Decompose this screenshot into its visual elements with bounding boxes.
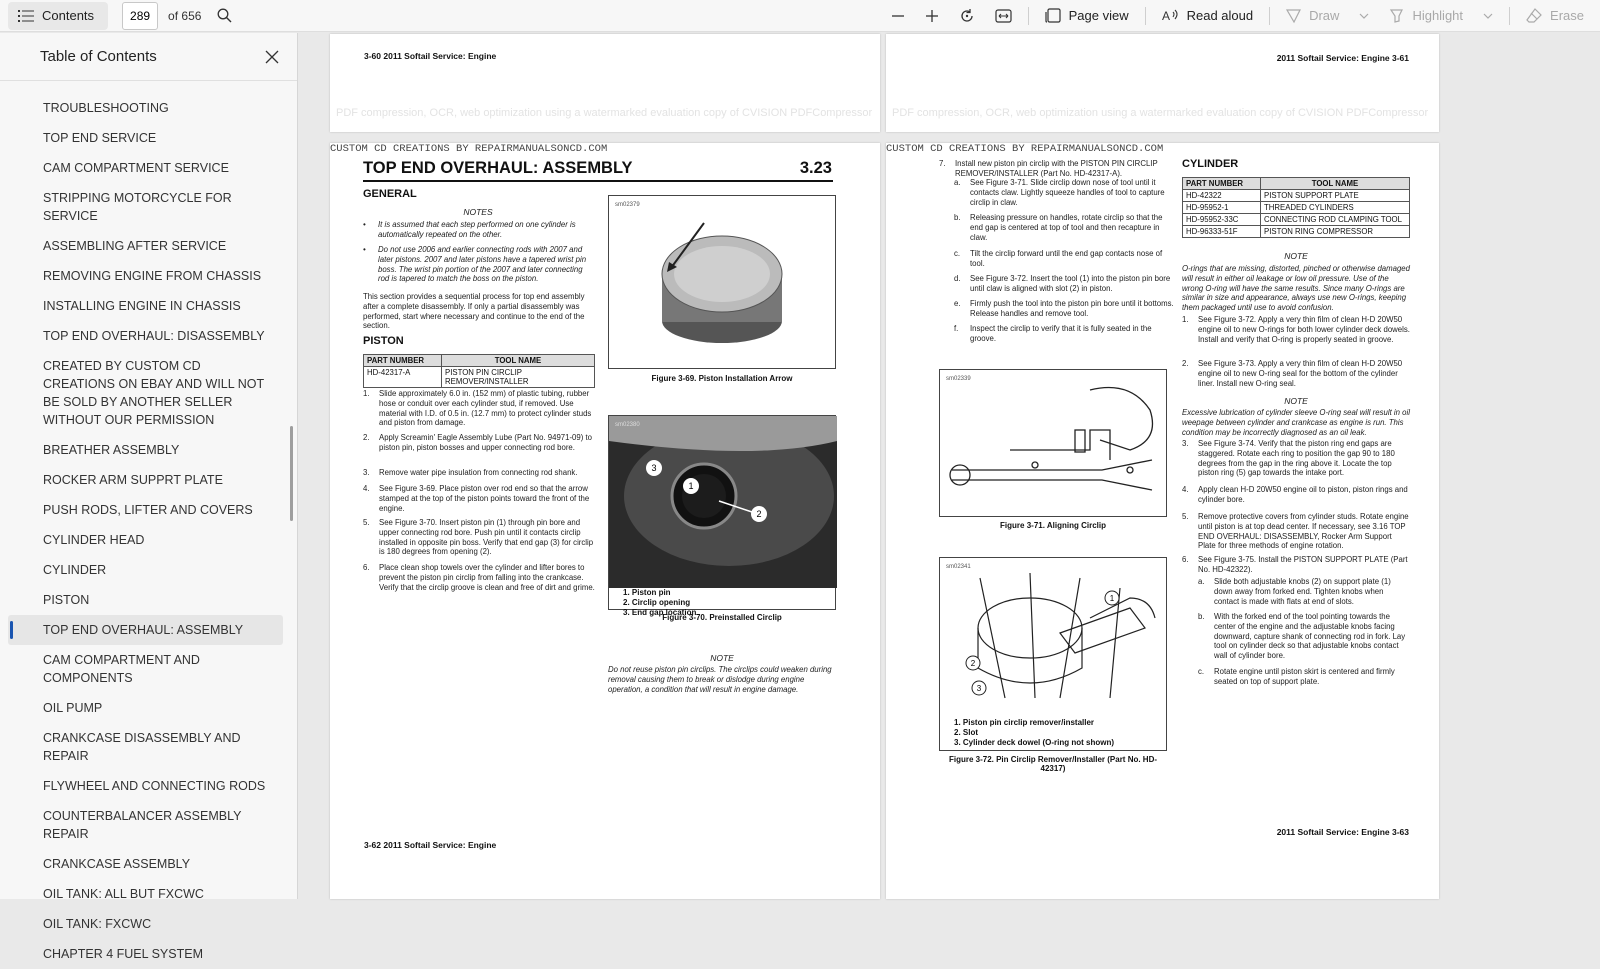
legend-item: 3. End gap location	[623, 608, 697, 617]
search-button[interactable]	[207, 1, 242, 31]
note-label: NOTE	[710, 653, 734, 663]
step-item	[1182, 485, 1410, 505]
step-number: 2.	[1182, 359, 1189, 368]
step-item	[363, 433, 595, 453]
step-7: 7. Install new piston pin circlip with the PISTON PIN CIRCLIP REMOVER/INSTALLER (Part No. HD-42317-A).	[939, 159, 1175, 179]
step-number: 1.	[1182, 315, 1189, 324]
step-text: See Figure 3-72. Apply a very thin film of clean H-D 20W50 engine oil to new O-rings for both lower cylinder deck dowels. Install and verify that O-ring is properly seated in groove.	[1198, 315, 1410, 344]
step-text: See Figure 3-71. Slide circlip down nose of tool until it contacts claw. Lightly squeeze handles of tool to capture circlip in claw.	[970, 178, 1165, 207]
toc-item[interactable]: ASSEMBLING AFTER SERVICE	[43, 239, 227, 253]
general-heading: GENERAL	[363, 188, 417, 200]
watermark-text: PDF compression, OCR, web optimization using a watermarked evaluation copy of CVISION PDFCompressor	[892, 107, 1429, 119]
step-text: Slide both adjustable knobs (2) on support plate (1) down away from forked end. Tighten knobs when contact is made with flats at end of slots.	[1214, 577, 1391, 606]
toc-item[interactable]: STRIPPING MOTORCYCLE FOR SERVICE	[43, 191, 232, 223]
page-view-label: Page view	[1068, 8, 1129, 23]
contents-label: Contents	[42, 8, 95, 23]
step-item	[363, 484, 595, 513]
toc-item[interactable]: CRANKCASE ASSEMBLY	[43, 857, 191, 871]
step-number: 4.	[1182, 485, 1189, 494]
tool-name: CONNECTING ROD CLAMPING TOOL	[1261, 214, 1410, 226]
step-item	[363, 563, 595, 592]
th-tool-name: TOOL NAME	[442, 355, 595, 367]
draw-label: Draw	[1309, 8, 1340, 23]
intro-paragraph: This section provides a sequential process for top end assembly after a complete disassembly. If only a partial disassembly was performed, start where necessary and continue to the end of the section.	[363, 292, 585, 331]
step-number: 5.	[363, 518, 370, 527]
step-item	[954, 299, 1176, 319]
toc-item[interactable]: CREATED BY CUSTOM CD CREATIONS ON EBAY AND WILL NOT BE SOLD BY ANOTHER SELLER WITHOUT OUR PERMISSION	[43, 359, 264, 427]
toc-item[interactable]: OIL TANK: FXCWC	[43, 917, 152, 931]
page-3-60	[330, 34, 880, 132]
svg-text:3: 3	[976, 684, 982, 693]
step-number: 2.	[363, 433, 370, 442]
svg-text:1: 1	[688, 481, 694, 491]
tool-row	[1183, 214, 1410, 226]
figure-3-72-caption: Figure 3-72. Pin Circlip Remover/Installer (Part No. HD-42317)	[948, 755, 1158, 773]
step-text: Firmly push the tool into the piston pin bore until it bottoms. Release handles and remove tool.	[970, 299, 1174, 318]
figure-id: sm02379	[615, 202, 640, 208]
step-number: a.	[1198, 577, 1205, 586]
note-text: Do not use 2006 and earlier connecting rods with 2007 and later pistons. 2007 and later pistons have a tapered wrist pin boss. The wrist pin portion of the 2007 and later connecting rod is tapered to match the boss on the piston.	[378, 245, 587, 284]
tool-row	[1183, 226, 1410, 238]
note-text: It is assumed that each step performed on one cylinder is automatically repeated on the other.	[378, 220, 576, 239]
svg-text:2: 2	[970, 659, 976, 668]
highlight-button[interactable]	[1379, 1, 1473, 31]
step-text: Place clean shop towels over the cylinder and lifter bores to prevent the piston pin circlip from falling into the crankcase. Verify that the circlip groove is clean and free of dirt and grime.	[379, 563, 595, 592]
step-number: e.	[954, 299, 961, 308]
toc-item[interactable]: CAM COMPARTMENT SERVICE	[43, 161, 229, 175]
toc-item[interactable]: TOP END OVERHAUL: ASSEMBLY	[8, 615, 283, 645]
notes-label: NOTES	[463, 207, 493, 217]
reader-toolbar	[0, 0, 1600, 32]
tool-part: HD-95952-33C	[1183, 214, 1261, 226]
toc-item[interactable]: FLYWHEEL AND CONNECTING RODS	[43, 779, 266, 793]
note-label: NOTE	[1284, 396, 1308, 406]
eraser-icon	[1526, 8, 1542, 23]
read-aloud-label: Read aloud	[1186, 8, 1254, 23]
step-number: a.	[954, 178, 961, 187]
tool-name: PISTON SUPPORT PLATE	[1261, 190, 1410, 202]
step-number: f.	[954, 324, 959, 333]
svg-text:2: 2	[756, 509, 762, 519]
svg-text:1: 1	[1109, 594, 1115, 603]
close-icon[interactable]	[265, 50, 279, 64]
minus-icon	[891, 9, 905, 23]
th-tool-name: TOOL NAME	[1261, 178, 1410, 190]
toolbar-divider	[1028, 7, 1029, 25]
step-item	[363, 389, 595, 428]
step-number: c.	[954, 249, 961, 258]
figure-3-69-caption: Figure 3-69. Piston Installation Arrow	[651, 374, 793, 383]
rotate-icon	[959, 8, 975, 24]
figure-3-70	[608, 415, 836, 617]
page-number-input[interactable]	[122, 2, 158, 30]
lubrication-note: Excessive lubrication of cylinder sleeve O-ring seal will result in oil weepage between cylinder and crankcase as engine is run. This condition may be incorrectly diagnosed as an oil leak.	[1182, 408, 1410, 437]
figure-3-70-caption: Figure 3-70. Preinstalled Circlip	[662, 613, 782, 622]
toc-item[interactable]: INSTALLING ENGINE IN CHASSIS	[43, 299, 241, 313]
step-text: Releasing pressure on handles, rotate circlip so that the end gap is centered at top of tool and then recapture in claw.	[970, 213, 1163, 242]
toc-item[interactable]: CHAPTER 4 FUEL SYSTEM	[43, 947, 203, 961]
highlight-icon	[1389, 8, 1404, 23]
note-bullet: • Do not use 2006 and earlier connecting rods with 2007 and later pistons. 2007 and later pistons have a tapered wrist pin boss. The wrist pin portion of the 2007 and later connecting rod is tapered to match the boss on the piston.	[363, 245, 595, 255]
section-title: TOP END OVERHAUL: ASSEMBLY	[363, 159, 633, 177]
step-number: c.	[1198, 667, 1205, 676]
title-rule	[363, 180, 833, 182]
fit-width-icon	[995, 9, 1012, 23]
step-text: Inspect the circlip to verify that it is fully seated in the groove.	[970, 324, 1152, 343]
step-number: 4.	[363, 484, 370, 493]
toc-item[interactable]: CAM COMPARTMENT AND COMPONENTS	[43, 653, 200, 685]
figure-3-69	[608, 195, 836, 369]
toc-item[interactable]: CYLINDER HEAD	[43, 533, 145, 547]
figure-3-72-legend	[954, 718, 1114, 748]
contents-button[interactable]	[8, 2, 108, 30]
tool-name: PISTON RING COMPRESSOR	[1261, 226, 1410, 238]
highlight-options-button[interactable]	[1473, 1, 1503, 31]
toolbar-divider	[1145, 7, 1146, 25]
step-number: 1.	[363, 389, 370, 398]
toc-item[interactable]: PUSH RODS, LIFTER AND COVERS	[43, 503, 253, 517]
tool-part: HD-96333-51F	[1183, 226, 1261, 238]
page-view-button[interactable]	[1035, 1, 1139, 31]
cylinder-tool-table	[1182, 177, 1410, 238]
tool-row	[1183, 190, 1410, 202]
step-number: 3.	[1182, 439, 1189, 448]
page-footer: 2011 Softail Service: Engine 3-63	[1276, 827, 1409, 837]
svg-text:3: 3	[651, 463, 657, 473]
step-number: 6.	[363, 563, 370, 572]
svg-text:A: A	[1161, 9, 1170, 23]
step-text: Apply clean H-D 20W50 engine oil to piston, piston rings and cylinder bore.	[1198, 485, 1408, 504]
figure-id: sm02339	[946, 376, 971, 382]
tool-part: HD-42317-A	[364, 367, 442, 388]
read-aloud-icon	[1162, 8, 1179, 23]
cd-credit: CUSTOM CD CREATIONS BY REPAIRMANUALSONCD.COM	[330, 143, 608, 155]
toolbar-divider	[1269, 7, 1270, 25]
step-text: See Figure 3-69. Place piston over rod end so that the arrow stamped at the top of the piston points toward the front of the engine.	[379, 484, 590, 513]
legend-item: 1. Piston pin circlip remover/installer	[954, 718, 1095, 727]
zoom-in-button[interactable]	[915, 1, 949, 31]
step-item	[1198, 667, 1410, 687]
step-number: 3.	[363, 468, 370, 477]
page-header: 2011 Softail Service: Engine 3-61	[1276, 53, 1409, 63]
chevron-down-icon	[1359, 13, 1369, 19]
watermark-text: PDF compression, OCR, web optimization using a watermarked evaluation copy of CVISION PDFCompressor	[336, 107, 873, 119]
step-item	[1198, 577, 1410, 606]
piston-tool-drawing	[940, 558, 1168, 718]
page-total: of 656	[168, 8, 202, 23]
toc-item[interactable]: OIL TANK: ALL BUT FXCWC	[43, 887, 204, 901]
piston-heading: PISTON	[363, 335, 404, 347]
step-number: b.	[954, 213, 961, 222]
toc-header	[0, 33, 297, 81]
toc-list	[0, 81, 297, 969]
piston-tool-table	[363, 354, 595, 388]
step-number: 6.	[1182, 555, 1189, 564]
tool-row	[1183, 202, 1410, 214]
step-text: Slide approximately 6.0 in. (152 mm) of plastic tubing, rubber hose or conduit over each cylinder stud, if removed. Use material with I.D. of 0.5 in. (12.7 mm) to protect cylinder studs and piston from damage.	[379, 389, 592, 428]
draw-icon	[1286, 8, 1301, 23]
page-3-61	[886, 34, 1439, 132]
figure-id: sm02341	[946, 564, 971, 570]
step-text: See Figure 3-70. Insert piston pin (1) through pin bore and upper connecting rod bore. Push pin until it contacts circlip installed in opposite pin boss. Verify that end gap (3) for circlip is 180 degrees from opening (2).	[379, 518, 594, 557]
tool-name: THREADED CYLINDERS	[1261, 202, 1410, 214]
step-item	[1182, 359, 1410, 388]
cd-credit: CUSTOM CD CREATIONS BY REPAIRMANUALSONCD.COM	[886, 143, 1164, 155]
read-aloud-button[interactable]	[1152, 1, 1264, 31]
circlip-note: Do not reuse piston pin circlips. The circlips could weaken during removal causing them to break or dislodge during engine operation, a condition that will result in engine damage.	[608, 665, 832, 694]
step-number: d.	[954, 274, 961, 283]
step-text: Apply Screamin' Eagle Assembly Lube (Part No. 94971-09) to piston pin, piston bosses and upper connecting rod bore.	[379, 433, 592, 452]
circlip-photo	[609, 416, 837, 588]
toc-item[interactable]: CYLINDER	[43, 563, 107, 577]
toc-scrollbar[interactable]	[290, 426, 293, 521]
toc-item[interactable]: BREATHER ASSEMBLY	[43, 443, 180, 457]
list-icon	[18, 10, 34, 22]
tool-part: HD-95952-1	[1183, 202, 1261, 214]
highlight-label: Highlight	[1412, 8, 1464, 23]
step-item	[1182, 555, 1410, 575]
legend-item: 2. Circlip opening	[623, 598, 691, 607]
note-bullet: • It is assumed that each step performed on one cylinder is automatically repeated on the other.	[363, 220, 595, 230]
toc-panel	[0, 33, 298, 961]
legend-item: 1. Piston pin	[623, 588, 671, 597]
step-item	[1182, 439, 1410, 478]
note-label: NOTE	[1284, 251, 1308, 261]
piston-image	[609, 196, 837, 370]
step-text: Remove water pipe insulation from connecting rod shank.	[379, 468, 578, 477]
draw-options-button[interactable]	[1349, 1, 1379, 31]
step-text: Tilt the circlip forward until the end gap contacts nose of tool.	[970, 249, 1163, 268]
step-number: b.	[1198, 612, 1205, 621]
toc-item[interactable]: TOP END SERVICE	[43, 131, 157, 145]
figure-3-71	[939, 369, 1167, 517]
toolbar-divider	[1509, 7, 1510, 25]
step-item	[954, 274, 1176, 294]
page-3-63	[886, 143, 1439, 899]
step-text: With the forked end of the tool pointing towards the center of the engine and the adjustable knobs facing downward, capture shank of connecting rod in fork. Lay tool on cylinder deck so that adjustable knobs contact wall of cylinder bore.	[1214, 612, 1406, 661]
fit-width-button[interactable]	[985, 1, 1022, 31]
step-text: See Figure 3-74. Verify that the piston ring end gaps are staggered. Rotate each ring to position the gap 90 to 180 degrees from the gap in the ring above it. Locate the top piston ring (5) gap towards the intake port.	[1198, 439, 1395, 478]
th-part-number: PART NUMBER	[364, 355, 442, 367]
chevron-down-icon	[1483, 13, 1493, 19]
step-item	[1198, 612, 1410, 661]
zoom-out-button[interactable]	[881, 1, 915, 31]
o-ring-note: O-rings that are missing, distorted, pinched or otherwise damaged will result in either oil leakage or low oil pressure. Use of the wrong O-ring will have the same results. Since many O-rings are similar in size and appearance, always use new O-rings, keeping them packaged until use to avoid confusion.	[1182, 264, 1410, 313]
toc-item[interactable]: PISTON	[43, 593, 90, 607]
toc-item[interactable]: TOP END OVERHAUL: DISASSEMBLY	[43, 329, 265, 343]
figure-id: sm02380	[615, 422, 640, 428]
toc-item[interactable]: CRANKCASE DISASSEMBLY AND REPAIR	[43, 731, 241, 763]
toc-item[interactable]: OIL PUMP	[43, 701, 103, 715]
step-text: Rotate engine until piston skirt is centered and firmly seated on top of support plate.	[1214, 667, 1395, 686]
page-3-62	[330, 143, 880, 899]
search-icon	[217, 8, 232, 23]
figure-3-72	[939, 557, 1167, 751]
step-number: 5.	[1182, 512, 1189, 521]
step-item	[954, 249, 1176, 269]
step-item	[954, 178, 1176, 207]
page-header: 3-60 2011 Softail Service: Engine	[364, 51, 497, 61]
toc-item[interactable]: ROCKER ARM SUPPRT PLATE	[43, 473, 223, 487]
toc-title: Table of Contents	[40, 48, 157, 65]
step-text: Install new piston pin circlip with the PISTON PIN CIRCLIP REMOVER/INSTALLER (Part No. HD-42317-A).	[955, 159, 1158, 178]
page-view-icon	[1045, 8, 1061, 23]
draw-button[interactable]	[1276, 1, 1349, 31]
erase-label: Erase	[1550, 8, 1584, 23]
step-item	[1182, 315, 1410, 344]
step-text: See Figure 3-72. Insert the tool (1) into the piston pin bore until claw is aligned with slot (2) in piston.	[970, 274, 1171, 293]
legend-item: 2. Slot	[954, 728, 979, 737]
step-item	[1182, 512, 1410, 551]
rotate-button[interactable]	[949, 1, 985, 31]
plus-icon	[925, 9, 939, 23]
tool-part: HD-42322	[1183, 190, 1261, 202]
toc-item[interactable]: TROUBLESHOOTING	[43, 101, 169, 115]
circlip-tool-drawing	[940, 370, 1168, 518]
toc-item[interactable]: COUNTERBALANCER ASSEMBLY REPAIR	[43, 809, 242, 841]
step-text: Remove protective covers from cylinder studs. Rotate engine until piston is at top dead center. If necessary, see 3.16 TOP END OVERHAUL: DISASSEMBLY, Rocker Arm Support Plate for three methods of engine rotation.	[1198, 512, 1409, 551]
step-item	[954, 324, 1176, 344]
step-text: See Figure 3-73. Apply a very thin film of clean H-D 20W50 engine oil to new O-ring seal for the bottom of the cylinder liner. Install new O-ring seal.	[1198, 359, 1403, 388]
figure-3-71-caption: Figure 3-71. Aligning Circlip	[1000, 521, 1106, 530]
step-item	[954, 213, 1176, 242]
legend-item: 3. Cylinder deck dowel (O-ring not shown)	[954, 738, 1115, 747]
th-part-number: PART NUMBER	[1183, 178, 1261, 190]
erase-button[interactable]	[1516, 1, 1594, 31]
toc-item[interactable]: REMOVING ENGINE FROM CHASSIS	[43, 269, 262, 283]
tool-name: PISTON PIN CIRCLIP REMOVER/INSTALLER	[442, 367, 595, 388]
step-text: See Figure 3-75. Install the PISTON SUPPORT PLATE (Part No. HD-42322).	[1198, 555, 1408, 574]
step-item	[363, 468, 595, 478]
page-footer: 3-62 2011 Softail Service: Engine	[364, 840, 497, 850]
cylinder-heading: CYLINDER	[1182, 158, 1239, 170]
section-number: 3.23	[799, 159, 832, 177]
step-item	[363, 518, 595, 557]
